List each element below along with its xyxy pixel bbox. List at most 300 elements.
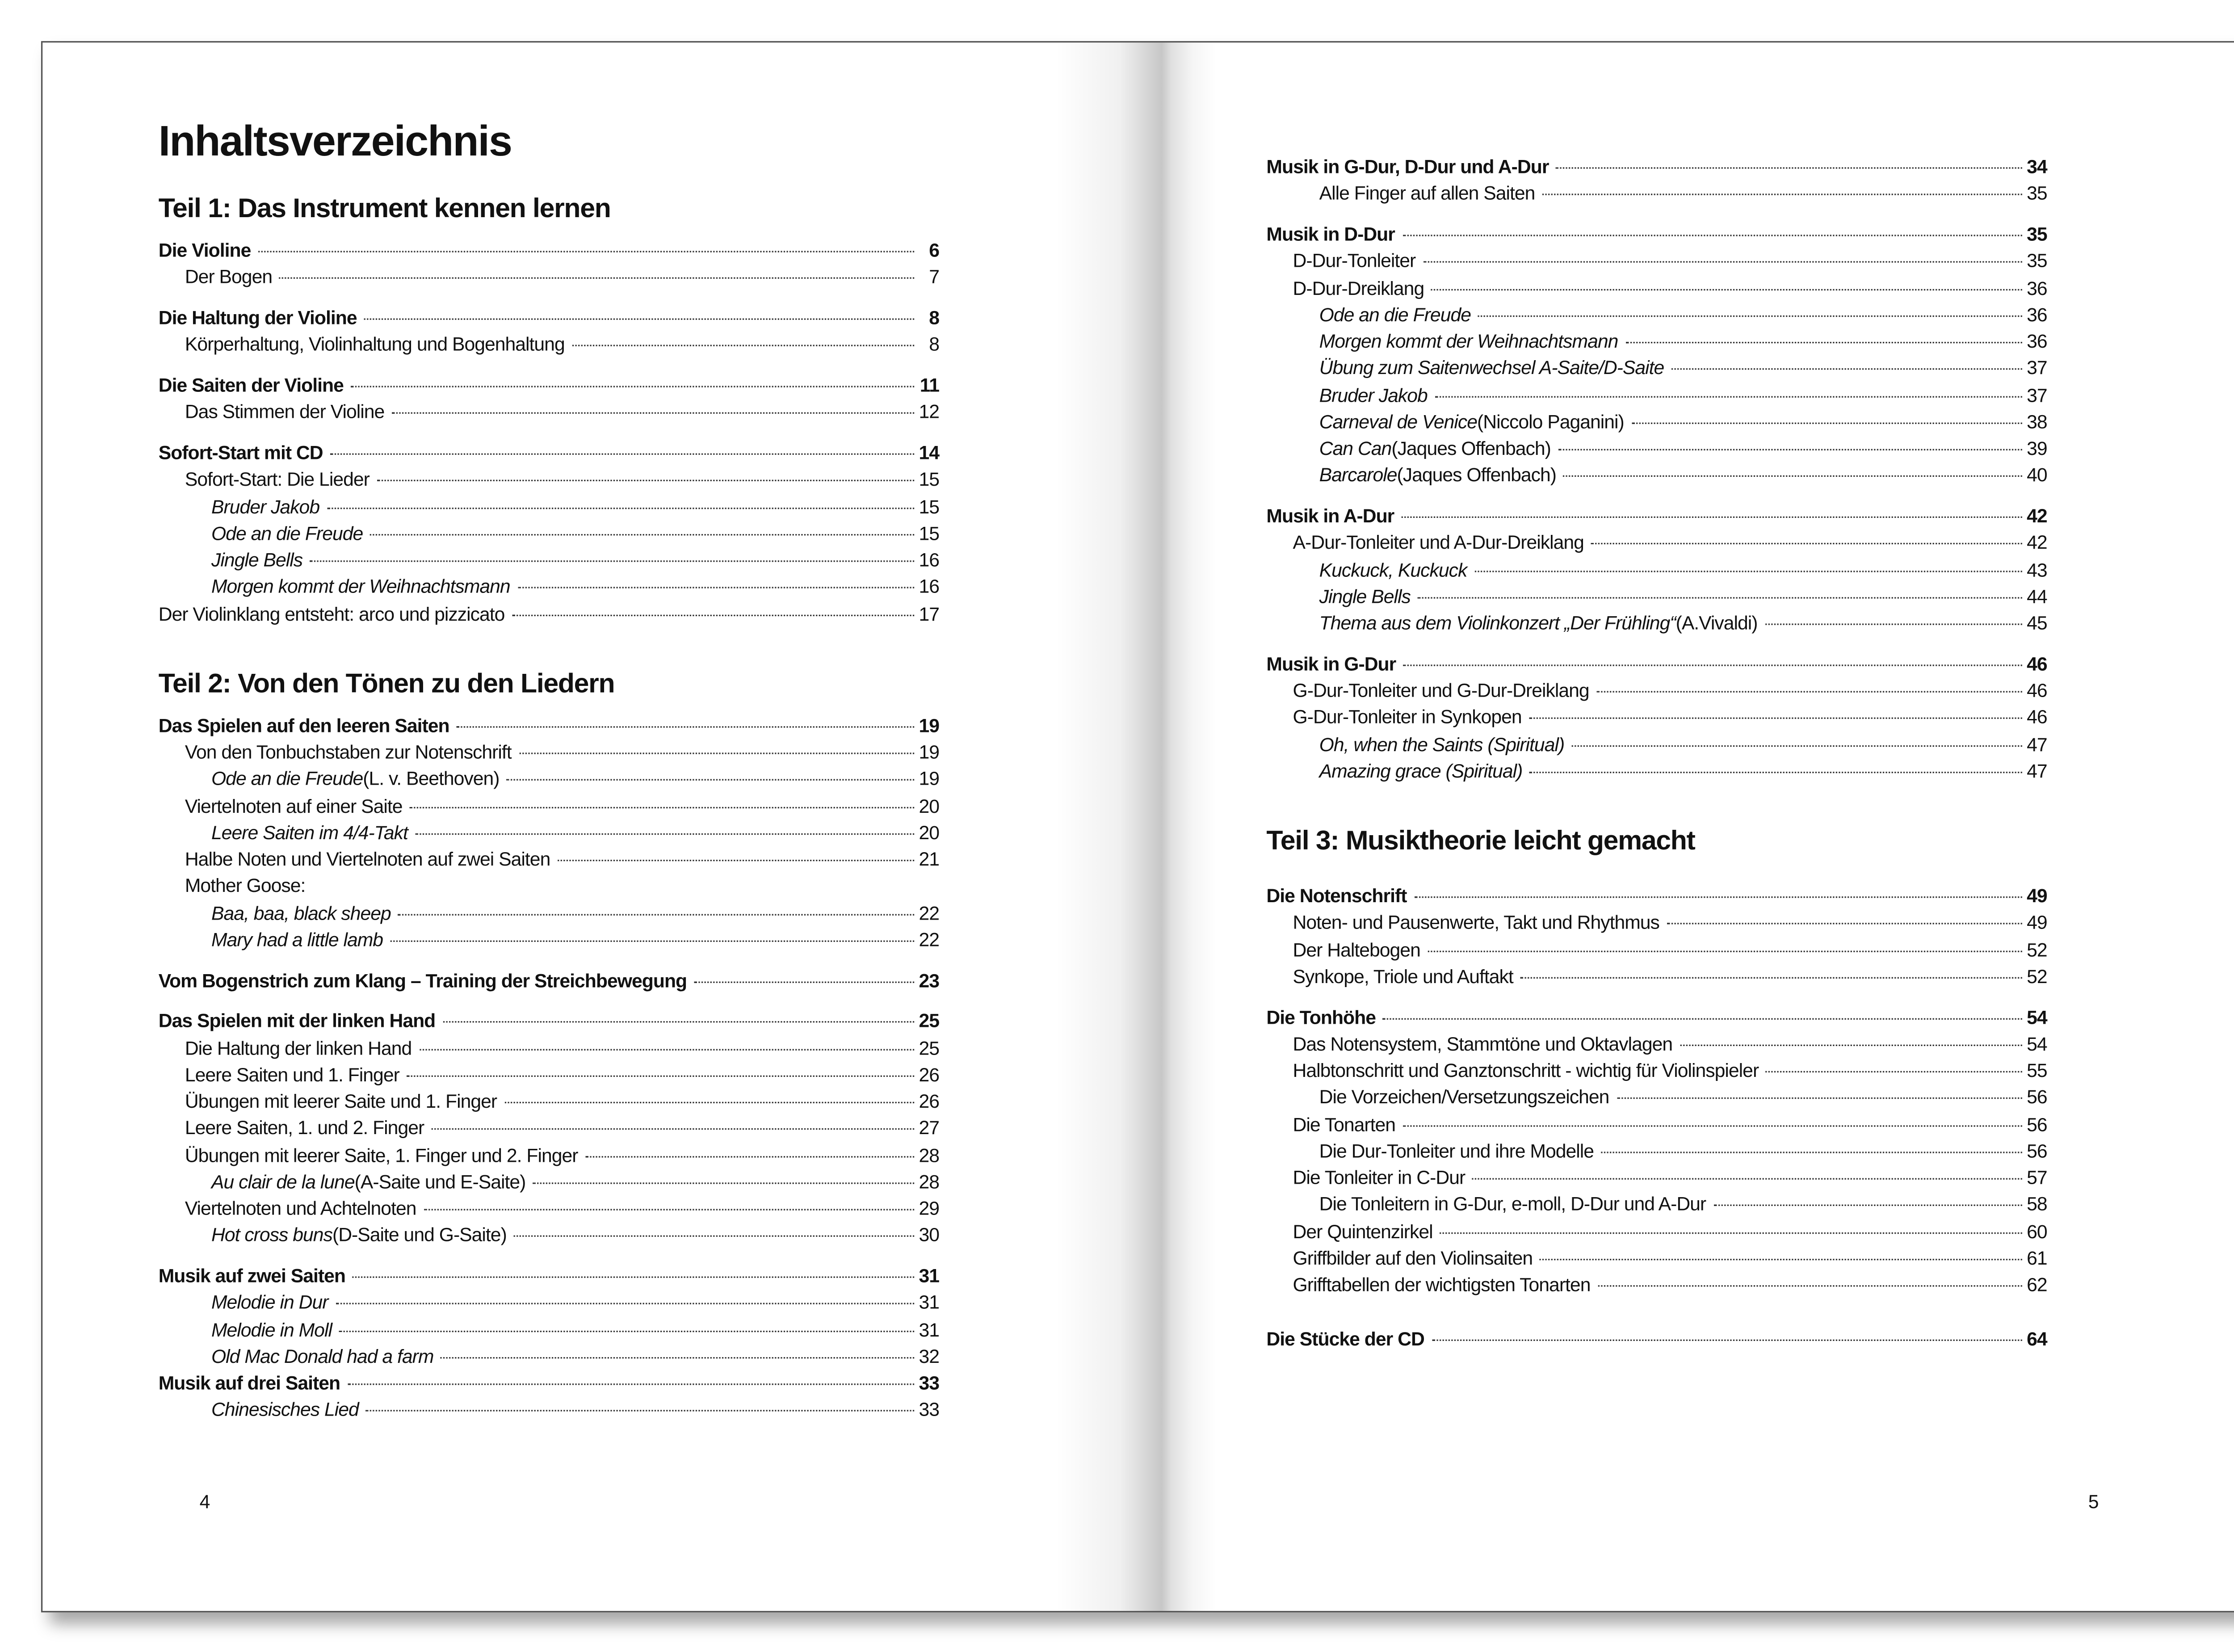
toc-entry[interactable]	[159, 1317, 939, 1344]
entry-page-number: 20	[919, 794, 940, 817]
toc-entry[interactable]	[1266, 181, 2047, 208]
entry-page-number: 17	[919, 602, 940, 625]
entry-page-number: 60	[2027, 1220, 2047, 1242]
toc-entry[interactable]	[1266, 883, 2047, 910]
toc-entry[interactable]	[159, 1370, 939, 1397]
toc-entry[interactable]	[1266, 910, 2047, 937]
entry-title: Von den Tonbuchstaben zur Notenschrift	[185, 741, 512, 763]
entry-page-number: 28	[919, 1143, 940, 1166]
dot-leader	[1383, 1017, 2022, 1019]
toc-entry[interactable]	[159, 713, 939, 740]
entry-page-number: 19	[919, 714, 940, 736]
entry-title: Musik auf drei Saiten	[158, 1371, 340, 1394]
entry-page-number: 8	[929, 307, 940, 329]
toc-entry[interactable]	[159, 1263, 939, 1290]
entry-page-number: 45	[2027, 612, 2047, 634]
dot-leader	[1596, 691, 2022, 692]
dot-leader	[339, 1330, 914, 1331]
entry-page-number: 23	[919, 969, 940, 991]
dot-leader	[390, 940, 914, 942]
dot-leader	[1414, 896, 2022, 898]
dot-leader	[1402, 235, 2022, 236]
toc-entry[interactable]	[159, 793, 939, 820]
toc-entry[interactable]	[1266, 355, 2047, 382]
entry-title: D-Dur-Tonleiter	[1293, 249, 1416, 272]
entry-title: (A-Saite und E-Saite)	[354, 1170, 526, 1193]
toc-entry[interactable]	[159, 873, 939, 900]
toc-entry[interactable]	[159, 1223, 939, 1249]
toc-entry[interactable]	[159, 1062, 939, 1089]
entry-page-number: 31	[919, 1291, 940, 1314]
entry-title: Synkope, Triole und Auftakt	[1293, 965, 1513, 987]
toc-section	[159, 1263, 939, 1424]
dot-leader	[1671, 369, 2022, 370]
entry-page-number: 57	[2027, 1166, 2047, 1189]
toc-entry[interactable]	[1266, 275, 2047, 302]
entry-page-number: 38	[2027, 410, 2047, 433]
entry-page-number: 22	[919, 901, 940, 924]
entry-title-italic: Jingle Bells	[1319, 585, 1411, 607]
toc-entry[interactable]	[1266, 557, 2047, 584]
entry-title-italic: Übung zum Saitenwechsel A-Saite/D-Saite	[1319, 357, 1664, 379]
page-title: Inhaltsverzeichnis	[158, 118, 512, 166]
dot-leader	[1765, 623, 2022, 625]
dot-leader	[514, 1236, 914, 1237]
dot-leader	[1631, 422, 2022, 424]
entry-title-italic: Can Can	[1319, 437, 1392, 459]
entry-title: Die Saiten der Violine	[158, 374, 344, 396]
entry-title-italic: Carneval de Venice	[1319, 410, 1478, 433]
dot-leader	[1440, 1232, 2022, 1233]
entry-title: Sofort-Start mit CD	[158, 441, 323, 464]
toc-entry[interactable]	[1266, 1111, 2047, 1138]
entry-title: Der Violinklang entsteht: arco und pizzicato	[158, 602, 505, 625]
entry-page-number: 36	[2027, 276, 2047, 299]
entry-title-italic: Melodie in Dur	[211, 1291, 328, 1314]
toc-entry[interactable]	[1266, 436, 2047, 462]
entry-title-italic: Hot cross buns	[211, 1224, 332, 1246]
entry-title: Die Tonleiter in C-Dur	[1293, 1166, 1466, 1189]
toc-entry[interactable]	[1266, 328, 2047, 355]
toc-entry[interactable]	[159, 521, 939, 547]
entry-title: Der Bogen	[185, 266, 273, 288]
entry-title-italic: Barcarole	[1319, 464, 1397, 486]
toc-entry[interactable]	[1266, 1192, 2047, 1219]
toc-section	[159, 713, 939, 954]
dot-leader	[1540, 1258, 2022, 1260]
toc-entry[interactable]	[1266, 530, 2047, 557]
dot-leader	[407, 1075, 914, 1076]
entry-page-number: 15	[919, 495, 940, 517]
entry-page-number: 34	[2027, 156, 2047, 178]
entry-title: Viertelnoten und Achtelnoten	[185, 1197, 416, 1219]
entry-page-number: 56	[2027, 1113, 2047, 1135]
entry-page-number: 64	[2027, 1328, 2047, 1350]
toc-section	[159, 305, 939, 359]
entry-title: Die Vorzeichen/Versetzungszeichen	[1319, 1086, 1609, 1108]
dot-leader	[1601, 1152, 2022, 1153]
dot-leader	[1520, 977, 2022, 978]
toc-entry[interactable]	[159, 1008, 939, 1035]
entry-page-number: 58	[2027, 1193, 2047, 1215]
toc-entry[interactable]	[159, 927, 939, 954]
entry-page-number: 46	[2027, 679, 2047, 702]
entry-title-italic: Old Mac Donald had a farm	[211, 1345, 434, 1367]
dot-leader	[330, 454, 914, 455]
entry-title: Griffbilder auf den Violinsaiten	[1293, 1246, 1533, 1269]
dot-leader	[410, 806, 914, 807]
toc-entry[interactable]	[159, 1089, 939, 1115]
dot-leader	[364, 318, 914, 319]
entry-title: Leere Saiten und 1. Finger	[185, 1063, 399, 1085]
toc-section	[159, 238, 939, 291]
entry-page-number: 52	[2027, 938, 2047, 960]
toc-entry[interactable]	[1266, 1031, 2047, 1058]
entry-title-italic: Chinesisches Lied	[211, 1398, 359, 1421]
dot-leader	[1766, 1071, 2022, 1072]
toc-entry[interactable]	[1266, 503, 2047, 530]
entry-page-number: 52	[2027, 965, 2047, 987]
toc-entry[interactable]	[1266, 409, 2047, 436]
entry-title-italic: Bruder Jakob	[211, 495, 320, 517]
toc-entry[interactable]	[1266, 462, 2047, 489]
toc-section	[1266, 154, 2047, 208]
dot-leader	[1591, 543, 2022, 545]
dot-leader	[519, 752, 914, 754]
dot-leader	[1556, 167, 2022, 168]
entry-title-italic: Leere Saiten im 4/4-Takt	[211, 821, 408, 844]
dot-leader	[1563, 476, 2022, 477]
dot-leader	[1435, 395, 2022, 397]
entry-page-number: 16	[919, 548, 940, 571]
entry-title: Die Notenschrift	[1266, 884, 1407, 907]
dot-leader	[1617, 1098, 2022, 1099]
dot-leader	[1529, 718, 2022, 719]
toc-entry[interactable]	[159, 1397, 939, 1424]
entry-page-number: 29	[919, 1197, 940, 1219]
dot-leader	[1418, 597, 2022, 598]
entry-title-italic: Amazing grace (Spiritual)	[1319, 759, 1523, 782]
entry-title-italic: Jingle Bells	[211, 548, 303, 571]
toc-section	[159, 373, 939, 426]
toc-entry[interactable]	[1266, 1272, 2047, 1299]
toc-section	[1266, 503, 2047, 637]
toc-entry[interactable]	[1266, 222, 2047, 248]
entry-title: Die Violine	[158, 239, 251, 261]
dot-leader	[1680, 1044, 2022, 1046]
dot-leader	[1572, 744, 2022, 746]
entry-page-number: 7	[929, 266, 940, 288]
dot-leader	[1432, 1340, 2022, 1341]
entry-page-number: 19	[919, 767, 940, 790]
entry-title: Leere Saiten, 1. und 2. Finger	[185, 1117, 424, 1139]
entry-page-number: 31	[919, 1318, 940, 1341]
part-heading: Teil 3: Musiktheorie leicht gemacht	[1266, 824, 1695, 856]
toc-entry[interactable]	[1266, 382, 2047, 409]
dot-leader	[351, 386, 914, 387]
entry-page-number: 37	[2027, 383, 2047, 406]
entry-page-number: 49	[2027, 911, 2047, 933]
entry-page-number: 6	[929, 239, 940, 261]
dot-leader	[1625, 342, 2022, 343]
toc-entry[interactable]	[159, 373, 939, 399]
toc-entry[interactable]	[159, 601, 939, 628]
toc-entry[interactable]	[1266, 963, 2047, 990]
entry-title: Übungen mit leerer Saite, 1. Finger und 2. Finger	[185, 1143, 578, 1166]
entry-title: Die Stücke der CD	[1266, 1328, 1424, 1350]
right-page-toc	[1266, 154, 2047, 1354]
dot-leader	[432, 1129, 915, 1130]
toc-entry[interactable]	[159, 494, 939, 521]
entry-title: D-Dur-Dreiklang	[1293, 276, 1424, 299]
entry-title: Musik auf zwei Saiten	[158, 1265, 346, 1287]
book-gutter-shadow	[1055, 42, 1216, 1611]
part-heading: Teil 1: Das Instrument kennen lernen	[158, 192, 611, 223]
entry-title: (A.Vivaldi)	[1676, 612, 1758, 634]
toc-entry[interactable]	[1266, 678, 2047, 705]
entry-title: Die Tonhöhe	[1266, 1005, 1376, 1028]
entry-page-number: 61	[2027, 1246, 2047, 1269]
entry-title: Sofort-Start: Die Lieder	[185, 468, 370, 491]
dot-leader	[336, 1303, 914, 1304]
entry-title-italic: Thema aus dem Violinkonzert „Der Frühling“	[1319, 612, 1676, 634]
entry-title: Das Spielen mit der linken Hand	[158, 1009, 436, 1032]
entry-title: Die Haltung der linken Hand	[185, 1036, 412, 1059]
toc-entry[interactable]	[159, 399, 939, 426]
dot-leader	[377, 480, 914, 481]
toc-entry[interactable]	[159, 1169, 939, 1196]
entry-title: Die Haltung der Violine	[158, 307, 357, 329]
entry-page-number: 54	[2027, 1032, 2047, 1055]
toc-entry[interactable]	[1266, 610, 2047, 637]
toc-entry[interactable]	[159, 766, 939, 793]
toc-entry[interactable]	[1266, 302, 2047, 329]
toc-section	[159, 440, 939, 627]
toc-entry[interactable]	[159, 1115, 939, 1142]
dot-leader	[1403, 1125, 2022, 1126]
toc-entry[interactable]	[1266, 1085, 2047, 1111]
entry-page-number: 16	[919, 575, 940, 598]
toc-entry[interactable]	[1266, 584, 2047, 610]
toc-entry[interactable]	[159, 740, 939, 766]
entry-title-italic: Au clair de la lune	[211, 1170, 355, 1193]
dot-leader	[572, 345, 914, 346]
toc-entry[interactable]	[159, 332, 939, 359]
dot-leader	[1713, 1205, 2022, 1206]
entry-page-number: 33	[919, 1371, 940, 1394]
entry-page-number: 15	[919, 468, 940, 491]
entry-page-number: 42	[2027, 504, 2047, 527]
entry-page-number: 25	[919, 1009, 940, 1032]
dot-leader	[517, 587, 914, 588]
entry-title: Das Spielen auf den leeren Saiten	[158, 714, 449, 736]
toc-entry[interactable]	[1266, 651, 2047, 678]
toc-entry[interactable]	[159, 305, 939, 332]
entry-title-italic: Bruder Jakob	[1319, 383, 1428, 406]
entry-title: Übungen mit leerer Saite und 1. Finger	[185, 1090, 497, 1112]
entry-page-number: 43	[2027, 558, 2047, 580]
entry-title: Das Notensystem, Stammtöne und Oktavlagen	[1293, 1032, 1673, 1055]
dot-leader	[507, 779, 914, 781]
page-number-left: 4	[199, 1490, 210, 1513]
entry-page-number: 20	[919, 821, 940, 844]
toc-section	[1266, 1327, 2047, 1354]
dot-leader	[258, 251, 914, 252]
entry-page-number: 42	[2027, 531, 2047, 554]
toc-entry[interactable]	[1266, 937, 2047, 963]
toc-section	[159, 1008, 939, 1249]
entry-title-italic: Ode an die Freude	[1319, 303, 1471, 326]
dot-leader	[512, 614, 914, 615]
toc-entry[interactable]	[1266, 1245, 2047, 1272]
entry-title-italic: Morgen kommt der Weihnachtsmann	[1319, 330, 1618, 352]
dot-leader	[1558, 449, 2022, 450]
entry-page-number: 8	[929, 333, 940, 356]
entry-page-number: 36	[2027, 330, 2047, 352]
dot-leader	[504, 1102, 915, 1103]
toc-section	[1266, 651, 2047, 785]
toc-entry[interactable]	[159, 967, 939, 994]
entry-page-number: 12	[919, 401, 940, 423]
entry-title: Die Tonleitern in G-Dur, e-moll, D-Dur und A-Dur	[1319, 1193, 1706, 1215]
entry-title: A-Dur-Tonleiter und A-Dur-Dreiklang	[1293, 531, 1584, 554]
part-heading: Teil 2: Von den Tönen zu den Liedern	[158, 667, 615, 698]
toc-entry[interactable]	[1266, 1165, 2047, 1192]
dot-leader	[1474, 570, 2022, 572]
entry-page-number: 40	[2027, 464, 2047, 486]
dot-leader	[424, 1209, 914, 1210]
dot-leader	[353, 1276, 914, 1278]
entry-page-number: 21	[919, 848, 940, 870]
entry-page-number: 27	[919, 1117, 940, 1139]
entry-title: Das Stimmen der Violine	[185, 401, 385, 423]
dot-leader	[533, 1182, 914, 1184]
dot-leader	[280, 277, 915, 279]
dot-leader	[1423, 261, 2022, 263]
entry-page-number: 35	[2027, 182, 2047, 205]
toc-entry[interactable]	[159, 547, 939, 574]
entry-title: Musik in G-Dur	[1266, 652, 1396, 675]
toc-entry[interactable]	[159, 1196, 939, 1223]
entry-page-number: 26	[919, 1090, 940, 1112]
entry-page-number: 35	[2027, 249, 2047, 272]
dot-leader	[443, 1021, 914, 1023]
entry-title-italic: Oh, when the Saints (Spiritual)	[1319, 733, 1565, 755]
entry-page-number: 11	[920, 374, 940, 396]
dot-leader	[1403, 664, 2022, 666]
entry-title: Noten- und Pausenwerte, Takt und Rhythmus	[1293, 911, 1659, 933]
toc-entry[interactable]	[1266, 1219, 2047, 1245]
entry-title: Halbtonschritt und Ganztonschritt - wichtig für Violinspieler	[1293, 1059, 1759, 1081]
entry-page-number: 15	[919, 522, 940, 544]
entry-title: Grifftabellen der wichtigsten Tonarten	[1293, 1273, 1591, 1296]
toc-entry[interactable]	[1266, 1004, 2047, 1031]
entry-page-number: 25	[919, 1036, 940, 1059]
dot-leader	[1402, 517, 2022, 518]
dot-leader	[457, 726, 914, 727]
toc-entry[interactable]	[159, 900, 939, 927]
entry-title: Der Quintenzirkel	[1293, 1220, 1433, 1242]
toc-section	[1266, 1004, 2047, 1299]
toc-entry[interactable]	[159, 1344, 939, 1370]
entry-page-number: 22	[919, 928, 940, 950]
toc-entry[interactable]	[159, 574, 939, 601]
toc-entry[interactable]	[159, 1290, 939, 1317]
entry-page-number: 56	[2027, 1139, 2047, 1162]
toc-entry[interactable]	[1266, 1058, 2047, 1085]
entry-page-number: 39	[2027, 437, 2047, 459]
toc-entry[interactable]	[1266, 758, 2047, 785]
entry-page-number: 49	[2027, 884, 2047, 907]
entry-page-number: 56	[2027, 1086, 2047, 1108]
dot-leader	[366, 1410, 914, 1412]
toc-entry[interactable]	[159, 238, 939, 265]
entry-page-number: 47	[2027, 759, 2047, 782]
entry-title: Körperhaltung, Violinhaltung und Bogenhaltung	[185, 333, 565, 356]
entry-title-italic: Mary had a little lamb	[211, 928, 383, 950]
toc-entry[interactable]	[1266, 731, 2047, 758]
entry-page-number: 62	[2027, 1273, 2047, 1296]
dot-leader	[1530, 771, 2022, 773]
entry-title: (Jaques Offenbach)	[1397, 464, 1557, 486]
dot-leader	[1428, 950, 2022, 951]
entry-title-italic: Melodie in Moll	[211, 1318, 332, 1341]
entry-page-number: 19	[919, 741, 940, 763]
entry-page-number: 31	[919, 1265, 940, 1287]
toc-entry[interactable]	[1266, 1327, 2047, 1354]
dot-leader	[1473, 1178, 2022, 1179]
toc-section	[159, 967, 939, 994]
entry-page-number: 37	[2027, 357, 2047, 379]
dot-leader	[441, 1357, 914, 1358]
entry-page-number: 44	[2027, 585, 2047, 607]
entry-title: Vom Bogenstrich zum Klang – Training der Streichbewegung	[158, 969, 687, 991]
toc-entry[interactable]	[1266, 154, 2047, 181]
dot-leader	[415, 833, 914, 834]
entry-title: (D-Saite und G-Saite)	[332, 1224, 507, 1246]
toc-entry[interactable]	[159, 265, 939, 291]
entry-title-italic: Ode an die Freude	[211, 767, 363, 790]
entry-title: (Niccolo Paganini)	[1477, 410, 1624, 433]
entry-page-number: 28	[919, 1170, 940, 1193]
dot-leader	[392, 412, 914, 414]
toc-entry[interactable]	[159, 846, 939, 873]
entry-title: Musik in D-Dur	[1266, 223, 1395, 245]
toc-entry[interactable]	[1266, 248, 2047, 275]
toc-entry[interactable]	[1266, 1138, 2047, 1165]
entry-title: Mother Goose:	[185, 874, 306, 897]
entry-page-number: 46	[2027, 706, 2047, 728]
toc-entry[interactable]	[159, 440, 939, 467]
entry-title: (Jaques Offenbach)	[1391, 437, 1551, 459]
toc-entry[interactable]	[1266, 705, 2047, 731]
entry-title: Der Haltebogen	[1293, 938, 1420, 960]
entry-title-italic: Kuckuck, Kuckuck	[1319, 558, 1467, 580]
toc-entry[interactable]	[159, 1142, 939, 1169]
dot-leader	[370, 534, 914, 535]
dot-leader	[558, 860, 914, 861]
dot-leader	[1478, 315, 2022, 316]
dot-leader	[310, 560, 915, 562]
entry-title: Halbe Noten und Viertelnoten auf zwei Saiten	[185, 848, 550, 870]
toc-section	[1266, 883, 2047, 991]
toc-entry[interactable]	[159, 820, 939, 847]
toc-entry[interactable]	[159, 467, 939, 494]
toc-entry[interactable]	[159, 1035, 939, 1062]
entry-title: Alle Finger auf allen Saiten	[1319, 182, 1535, 205]
entry-title-italic: Baa, baa, black sheep	[211, 901, 391, 924]
entry-page-number: 46	[2027, 652, 2047, 675]
